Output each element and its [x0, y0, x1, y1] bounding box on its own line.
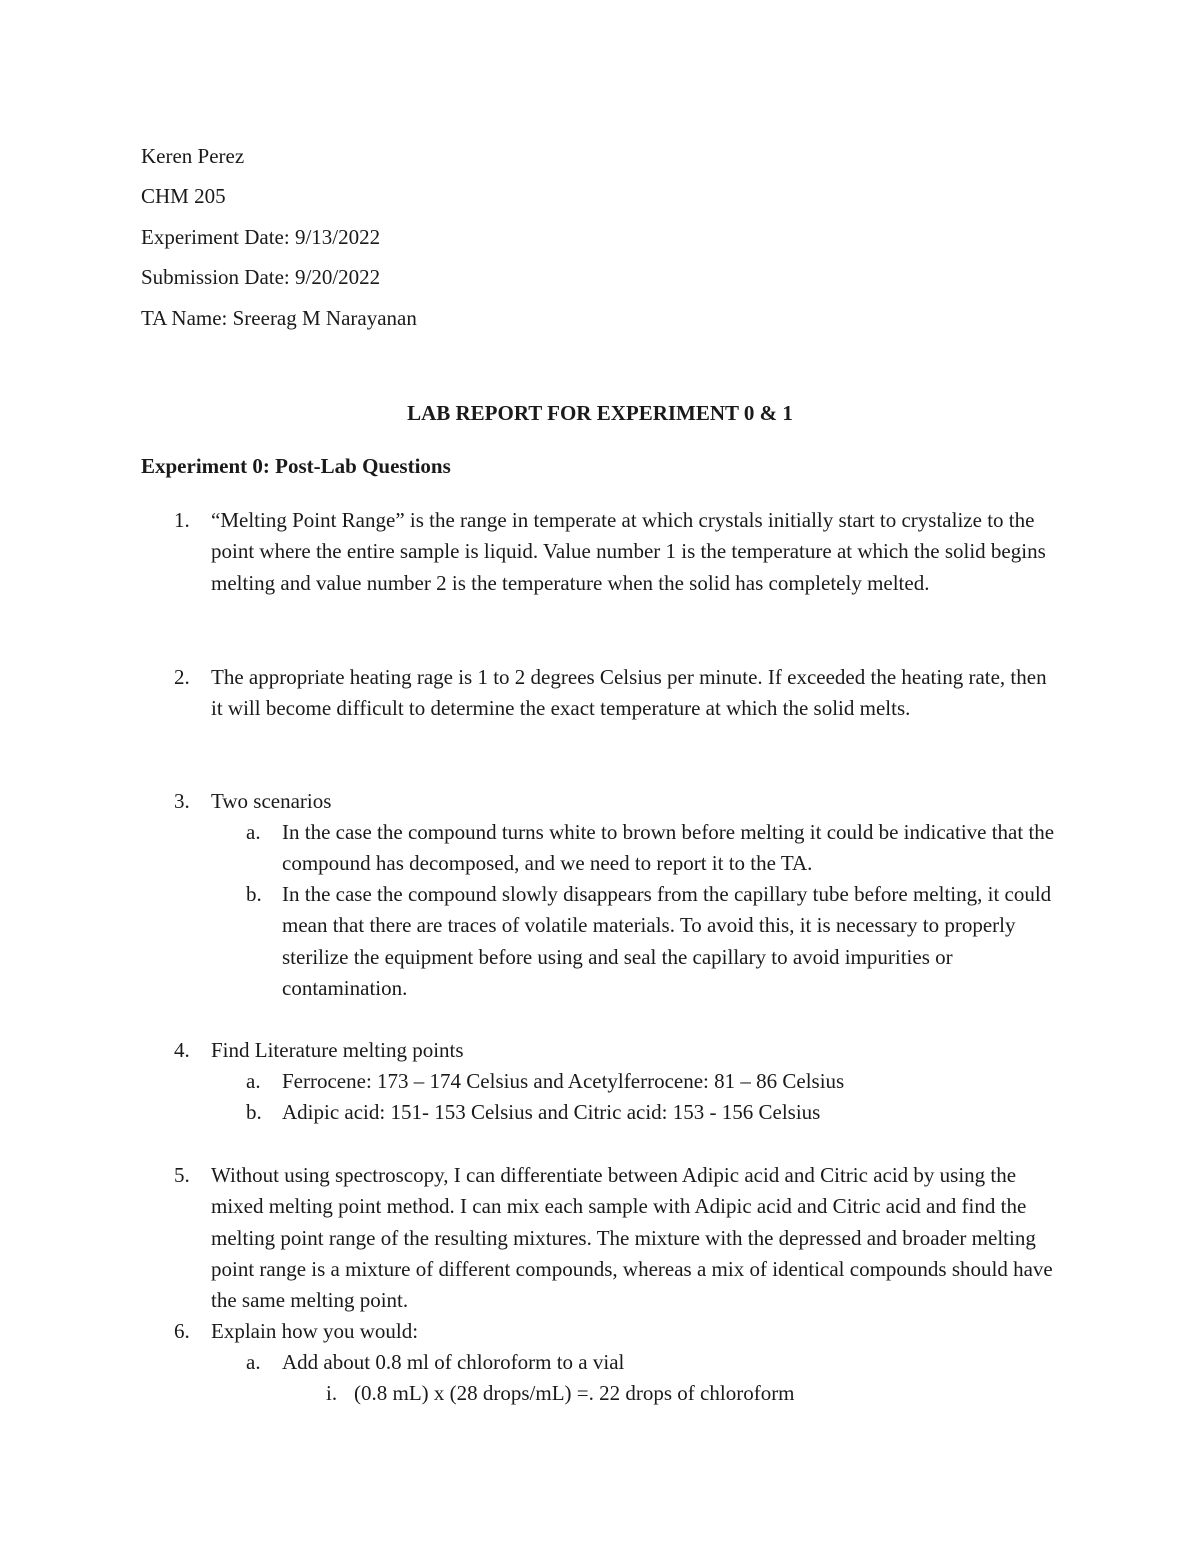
- report-title: LAB REPORT FOR EXPERIMENT 0 & 1: [407, 401, 793, 425]
- submission-date: Submission Date: 9/20/2022: [141, 265, 381, 289]
- question-2-marker: 2.: [174, 665, 190, 689]
- question-5-text: Without using spectroscopy, I can differentiate between Adipic acid and Citric acid by using the mixed melting point method. I can mix each sample with Adipic acid and Citric acid and find the melting point range of the resulting mixtures. The mixture with the depressed and broader melting point range is a mixture of different compounds, whereas a mix of identical compounds should have the same melting point.: [211, 1163, 1053, 1313]
- question-3-marker: 3.: [174, 789, 190, 813]
- section-heading: Experiment 0: Post-Lab Questions: [141, 454, 451, 478]
- question-3b-text: In the case the compound slowly disappears from the capillary tube before melting, it could mean that there are traces of volatile materials. To avoid this, it is necessary to properly sterilize the equipment before using and seal the capillary to avoid impurities or contamination.: [282, 882, 1052, 1000]
- question-2-text: The appropriate heating rage is 1 to 2 degrees Celsius per minute. If exceeded the heating rate, then it will become difficult to determine the exact temperature at which the solid melts.: [211, 665, 1047, 721]
- question-6a-marker: a.: [246, 1350, 261, 1374]
- ta-name: TA Name: Sreerag M Narayanan: [141, 306, 417, 330]
- question-3-text: Two scenarios: [211, 789, 332, 813]
- experiment-date: Experiment Date: 9/13/2022: [141, 225, 381, 249]
- question-1-marker: 1.: [174, 508, 190, 532]
- question-4-text: Find Literature melting points: [211, 1038, 464, 1062]
- question-4-marker: 4.: [174, 1038, 190, 1062]
- student-name: Keren Perez: [141, 144, 245, 168]
- question-6a-text: Add about 0.8 ml of chloroform to a vial: [282, 1350, 625, 1374]
- question-6-marker: 6.: [174, 1319, 190, 1343]
- question-3a-text: In the case the compound turns white to brown before melting it could be indicative that the compound has decomposed, and we need to report it to the TA.: [282, 820, 1055, 876]
- course-code: CHM 205: [141, 184, 226, 208]
- question-5-marker: 5.: [174, 1163, 190, 1187]
- question-4a-marker: a.: [246, 1069, 261, 1093]
- question-3a-marker: a.: [246, 820, 261, 844]
- question-4a-text: Ferrocene: 173 – 174 Celsius and Acetylferrocene: 81 – 86 Celsius: [282, 1069, 845, 1093]
- question-3b-marker: b.: [246, 882, 262, 906]
- question-4b-marker: b.: [246, 1100, 262, 1124]
- question-6a-i-marker: i.: [326, 1381, 338, 1405]
- question-1-text: “Melting Point Range” is the range in temperate at which crystals initially start to crystalize to the point where the entire sample is liquid. Value number 1 is the temperature at which the solid begins melting and value number 2 is the temperature when the solid has completely melted.: [211, 508, 1046, 595]
- question-6-text: Explain how you would:: [211, 1319, 419, 1343]
- question-4b-text: Adipic acid: 151- 153 Celsius and Citric acid: 153 - 156 Celsius: [282, 1100, 821, 1124]
- question-6a-i-text: (0.8 mL) x (28 drops/mL) =. 22 drops of chloroform: [354, 1381, 795, 1405]
